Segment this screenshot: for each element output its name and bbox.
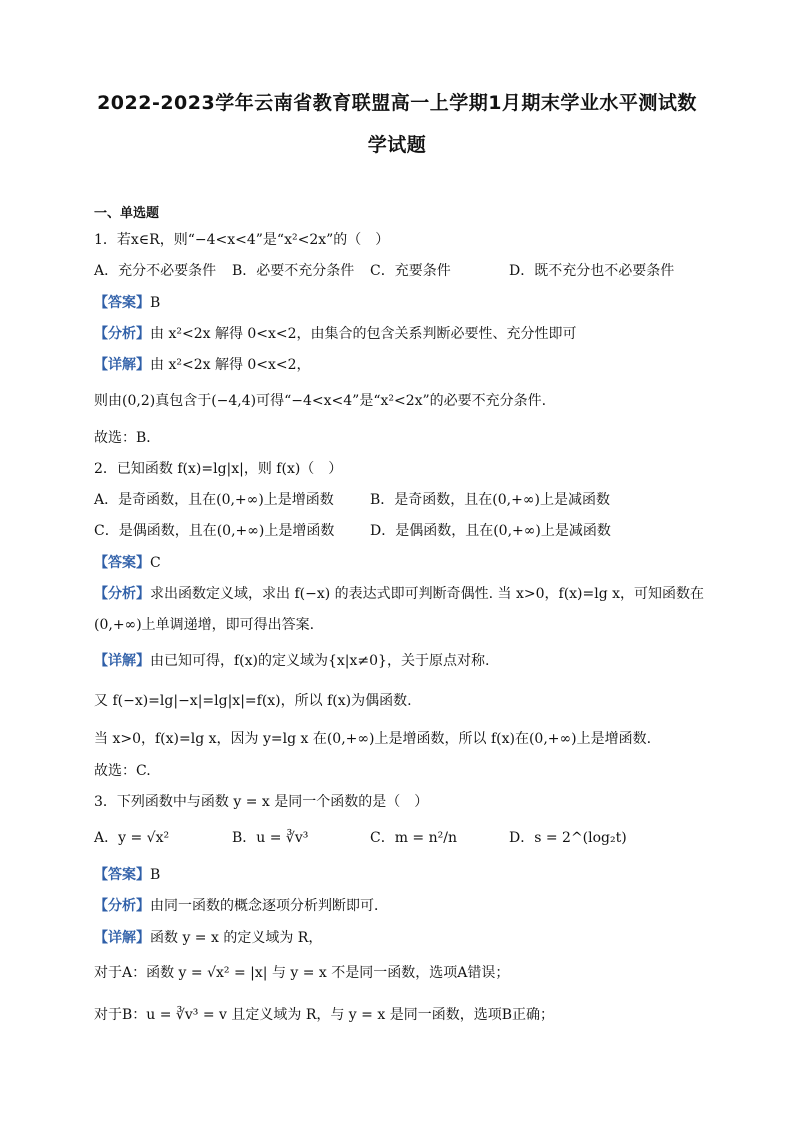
q2-analysis-line [94,585,704,603]
q3-answer: B [150,867,161,883]
answer-tag: 【答案】 [94,295,150,311]
detail-tag: 【详解】 [94,357,150,373]
q1-answer: B [150,295,161,311]
q2-detail-line [94,652,489,670]
q2-analysis-2: (0,+∞)上单调递增，即可得出答案. [94,617,315,633]
q2-option-a: A．是奇函数，且在(0,+∞)上是增函数 [94,492,334,508]
q1-detail-2: 则由(0,2)真包含于(−4,4)可得“−4<x<4”是“x²<2x”的必要不充分条件. [94,393,547,409]
q3-analysis-line [94,897,388,915]
q2-choice: 故选：C. [94,763,151,779]
q1-analysis: 由 x²<2x 解得 0<x<2，由集合的包含关系判断必要性、充分性即可 [150,326,577,342]
q1-option-d: D．既不充分也不必要条件 [509,263,675,279]
q1-analysis-line [94,325,577,343]
q2-stem: 2．已知函数 f(x)=lg|x|，则 f(x)（ ） [94,461,343,477]
q3-detail-3: 对于B：u = ∛v³ = v 且定义域为 R，与 y = x 是同一函数，选项B正确； [94,1007,554,1023]
document-title-line2: 学试题 [367,134,427,156]
q1-option-c: C．充要条件 [370,263,451,279]
analysis-tag: 【分析】 [94,586,150,602]
q1-detail-line [94,356,311,374]
q3-option-c: C．m = n²/n [370,830,457,846]
q1-option-a: A．充分不必要条件 [94,263,217,279]
q1-stem: 1．若x∈R，则“−4<x<4”是“x²<2x”的（ ） [94,232,390,248]
q3-answer-line [94,866,160,884]
q3-detail-2: 对于A：函数 y = √x² = |x| 与 y = x 不是同一函数，选项A错误； [94,965,510,981]
q2-detail-3: 当 x>0，f(x)=lg x，因为 y=lg x 在(0,+∞)上是增函数，所以 f(x)在(0,+∞)上是增函数. [94,731,652,747]
q3-detail-line [94,929,322,947]
q2-option-d: D．是偶函数，且在(0,+∞)上是减函数 [370,523,611,539]
q3-option-d: D．s = 2^(log₂t) [509,830,627,846]
section-heading: 一、单选题 [94,206,160,221]
q3-stem: 3．下列函数中与函数 y = x 是同一个函数的是（ ） [94,794,429,810]
detail-tag: 【详解】 [94,653,150,669]
q1-option-b: B．必要不充分条件 [232,263,355,279]
q2-detail: 由已知可得，f(x)的定义域为{x|x≠0}，关于原点对称. [150,653,490,669]
q3-analysis: 由同一函数的概念逐项分析判断即可． [150,898,388,914]
q2-option-c: C．是偶函数，且在(0,+∞)上是增函数 [94,523,335,539]
q3-option-b: B．u = ∛v³ [232,830,309,846]
q1-choice: 故选：B． [94,430,161,446]
q3-detail: 函数 y = x 的定义域为 R， [150,930,323,946]
q2-answer: C [150,555,161,571]
analysis-tag: 【分析】 [94,326,150,342]
answer-tag: 【答案】 [94,555,150,571]
q2-detail-2: 又 f(−x)=lg|−x|=lg|x|=f(x)，所以 f(x)为偶函数. [94,693,412,709]
q3-option-a: A．y = √x² [94,830,170,846]
q1-detail: 由 x²<2x 解得 0<x<2， [150,357,311,373]
analysis-tag: 【分析】 [94,898,150,914]
q2-analysis: 求出函数定义域，求出 f(−x) 的表达式即可判断奇偶性. 当 x>0，f(x)=lg x，可知函数在 [150,586,705,602]
document-title-line1: 2022-2023学年云南省教育联盟高一上学期1月期末学业水平测试数 [97,92,697,114]
q1-answer-line [94,294,160,312]
q2-option-b: B．是奇函数，且在(0,+∞)上是减函数 [370,492,610,508]
answer-tag: 【答案】 [94,867,150,883]
q2-answer-line [94,554,161,572]
detail-tag: 【详解】 [94,930,150,946]
